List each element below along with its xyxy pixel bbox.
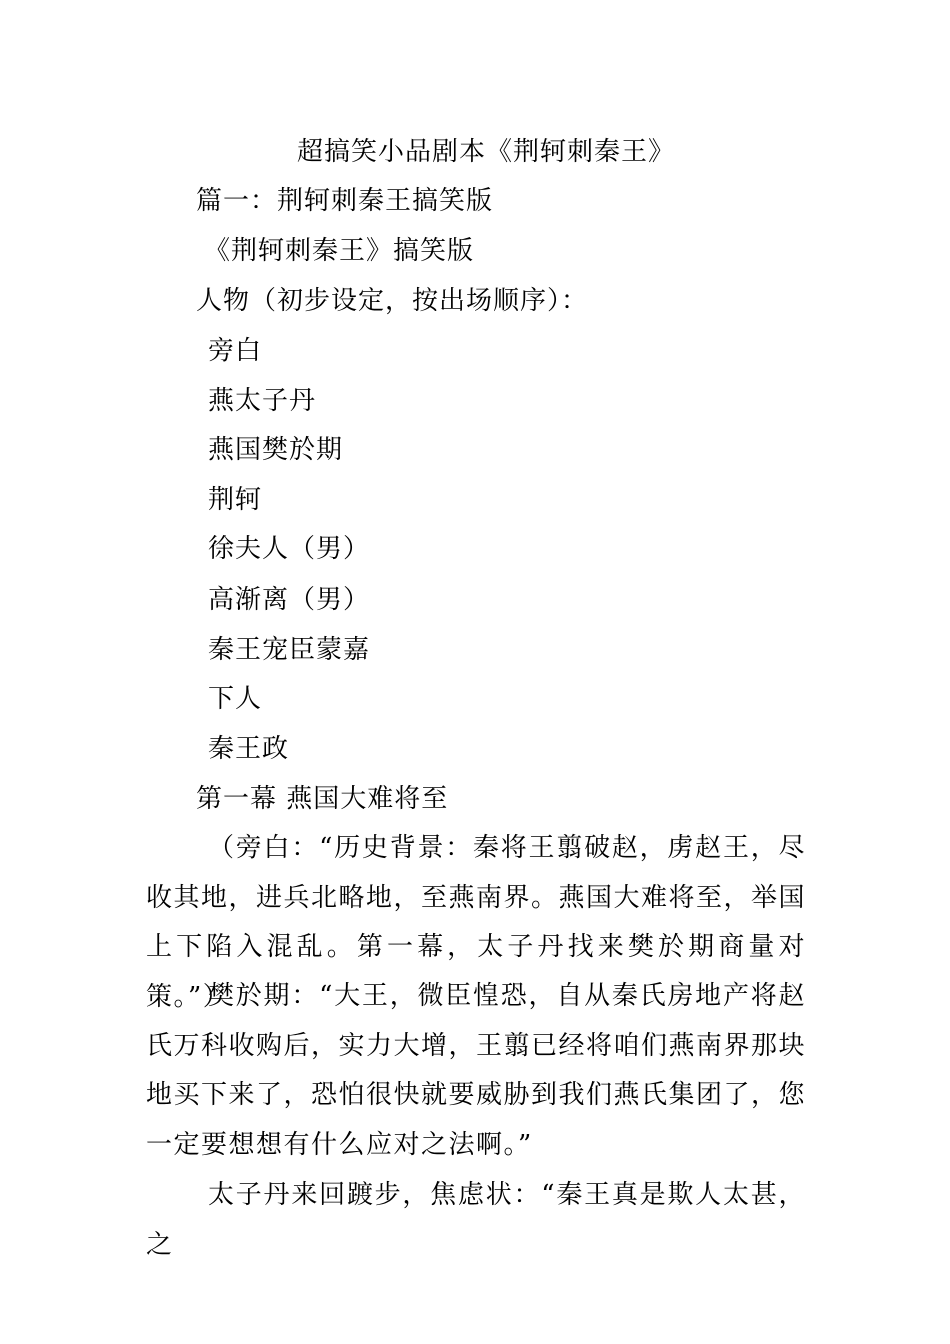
character-item: 燕国樊於期	[208, 435, 344, 465]
paragraph-text: （旁白：“历史背景：秦将王翦破赵，虏赵王，尽收其地，进兵北略地，至燕南界。燕国大难将至，举国上下陷入混乱。第一幕，太子丹找来樊於期商量对策。”）	[146, 833, 807, 1012]
character-item: 荆轲	[208, 485, 263, 515]
section-heading: 篇一：荆轲刺秦王搞笑版	[196, 186, 494, 216]
subtitle: 《荆轲刺秦王》搞笑版	[204, 236, 475, 266]
character-item: 高渐离（男）	[208, 585, 371, 615]
characters-heading: 人物（初步设定，按出场顺序）：	[196, 286, 589, 316]
character-item: 秦王宠臣蒙嘉	[208, 635, 371, 665]
character-item: 燕太子丹	[208, 386, 317, 416]
document-title: 超搞笑小品剧本《荆轲刺秦王》	[297, 137, 676, 167]
paragraph-dialogue	[146, 972, 806, 1170]
paragraph-text: 樊於期：“大王，微臣惶恐，自从秦氏房地产将赵氏万科收购后，实力大增，王翦已经将咱们燕南界那块地买下来了，恐怕很快就要威胁到我们燕氏集团了，您一定要想想有什么应对之法啊。”	[146, 981, 807, 1160]
paragraph-dialogue	[146, 1171, 806, 1270]
paragraph-text: 太子丹来回踱步，焦虑状：“秦王真是欺人太甚，之	[146, 1180, 806, 1260]
character-item: 徐夫人（男）	[208, 534, 371, 564]
character-item: 下人	[208, 684, 263, 714]
character-item: 秦王政	[208, 734, 290, 764]
character-item: 旁白	[208, 336, 263, 366]
act-heading: 第一幕 燕国大难将至	[196, 784, 449, 814]
